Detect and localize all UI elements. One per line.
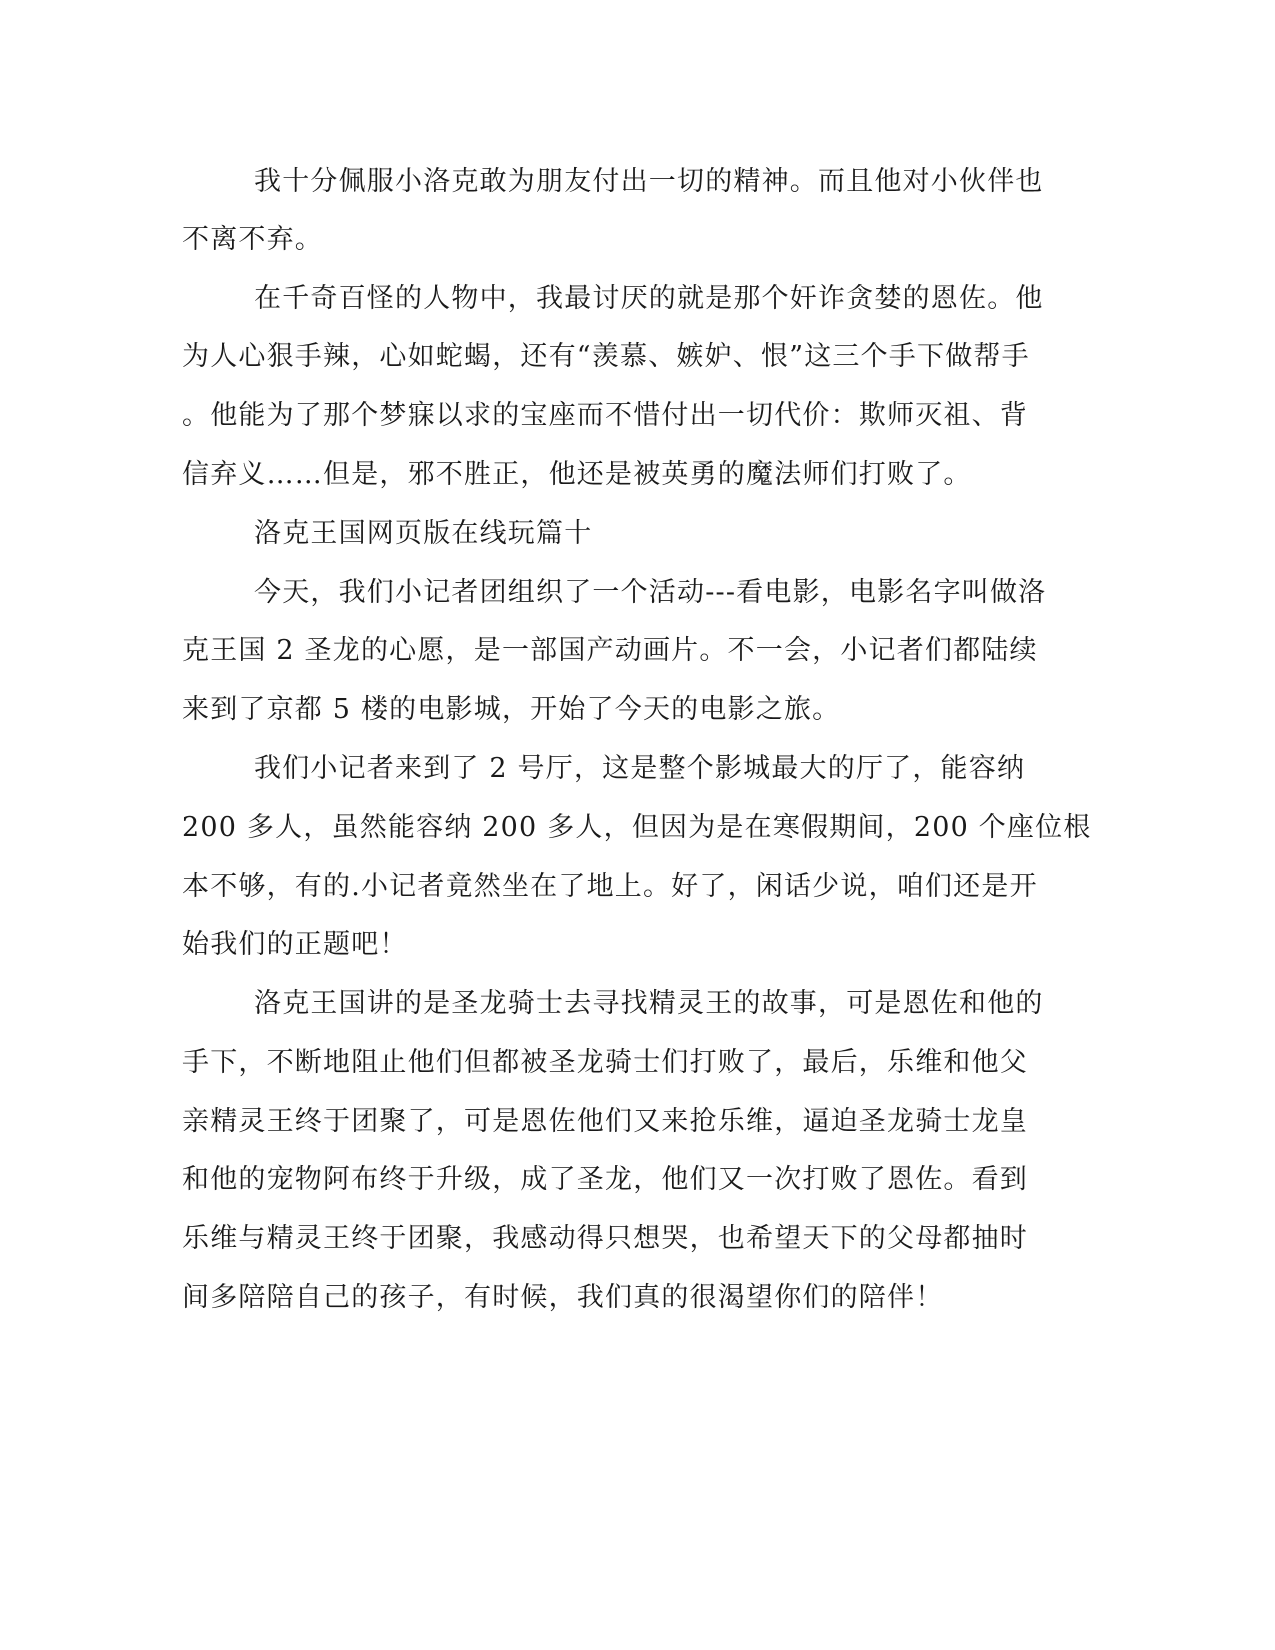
paragraph-line: 间多陪陪自己的孩子，有时候，我们真的很渴望你们的陪伴！ (182, 1282, 944, 1313)
paragraph-line: 手下，不断地阻止他们但都被圣龙骑士们打败了，最后，乐维和他父 (182, 1047, 1028, 1078)
paragraph-line: 克王国 2 圣龙的心愿，是一部国产动画片。不一会，小记者们都陆续 (182, 635, 1038, 666)
paragraph-line: 。他能为了那个梦寐以求的宝座而不惜付出一切代价：欺师灭祖、背 (182, 400, 1028, 431)
paragraph-line: 和他的宠物阿布终于升级，成了圣龙，他们又一次打败了恩佐。看到 (182, 1164, 1028, 1195)
paragraph-line: 在千奇百怪的人物中，我最讨厌的就是那个奸诈贪婪的恩佐。他 (254, 283, 1044, 314)
paragraph-line: 今天，我们小记者团组织了一个活动---看电影，电影名字叫做洛 (254, 577, 1047, 608)
paragraph-line: 不离不弃。 (182, 224, 323, 255)
paragraph-line: 亲精灵王终于团聚了，可是恩佐他们又来抢乐维，逼迫圣龙骑士龙皇 (182, 1106, 1028, 1137)
paragraph-line: 洛克王国讲的是圣龙骑士去寻找精灵王的故事，可是恩佐和他的 (254, 988, 1044, 1019)
paragraph-line: 始我们的正题吧！ (182, 929, 408, 960)
paragraph-line: 我们小记者来到了 2 号厅，这是整个影城最大的厅了，能容纳 (254, 753, 1026, 784)
section-heading: 洛克王国网页版在线玩篇十 (254, 518, 593, 549)
paragraph-line: 来到了京都 5 楼的电影城，开始了今天的电影之旅。 (182, 694, 841, 725)
paragraph-line: 为人心狠手辣，心如蛇蝎，还有“羡慕、嫉妒、恨”这三个手下做帮手 (182, 341, 1030, 372)
paragraph-line: 信弃义……但是，邪不胜正，他还是被英勇的魔法师们打败了。 (182, 459, 972, 490)
paragraph-line: 200 多人，虽然能容纳 200 多人，但因为是在寒假期间，200 个座位根 (182, 812, 1092, 843)
paragraph-line: 我十分佩服小洛克敢为朋友付出一切的精神。而且他对小伙伴也 (254, 166, 1044, 197)
paragraph-line: 乐维与精灵王终于团聚，我感动得只想哭，也希望天下的父母都抽时 (182, 1223, 1028, 1254)
paragraph-line: 本不够，有的.小记者竟然坐在了地上。好了，闲话少说，咱们还是开 (182, 871, 1038, 902)
